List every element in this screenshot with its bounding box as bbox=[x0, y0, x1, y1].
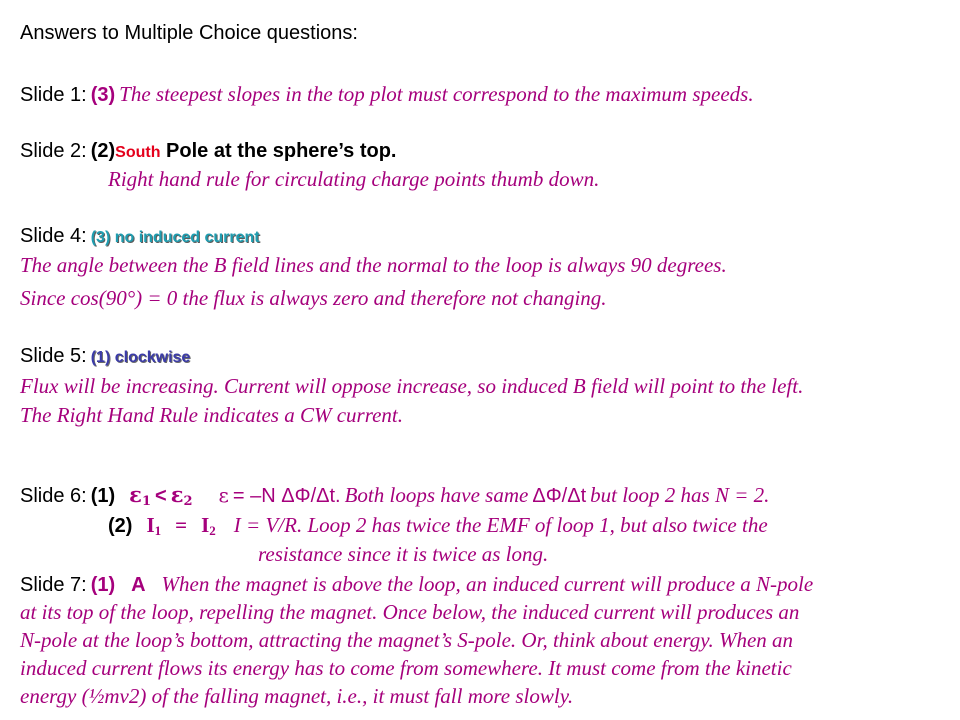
slide5-label: Slide 5: bbox=[20, 345, 87, 367]
slide5-explanation-1: Flux will be increasing. Current will oppose increase, so induced B field will point to the left. bbox=[20, 374, 804, 398]
slide2-label: Slide 2: bbox=[20, 140, 87, 162]
slide1-label: Slide 1: bbox=[20, 84, 87, 106]
slide4-label: Slide 4: bbox=[20, 225, 87, 247]
slide4-row bbox=[20, 225, 260, 248]
slide7-text-0: When the magnet is above the loop, an induced current will produce a N-pole bbox=[161, 572, 814, 596]
slide6-row-2 bbox=[108, 513, 768, 539]
slide2-answer-rest: Pole at the sphere’s top. bbox=[160, 140, 397, 162]
slide2-row bbox=[20, 140, 396, 163]
slide6-dphi: ΔΦ/Δt bbox=[532, 485, 587, 507]
slide2-explanation: Right hand rule for circulating charge points thumb down. bbox=[108, 167, 600, 191]
slide4-answer: (3) no induced current bbox=[90, 229, 260, 246]
slide6-I1: I bbox=[146, 513, 155, 537]
slide6-part2-label: (2) bbox=[108, 515, 133, 537]
slide6-eps2: ε bbox=[170, 482, 184, 507]
slide7-text-1: at its top of the loop, repelling the magnet. Once below, the induced current will produces an bbox=[20, 600, 800, 624]
slide6-part1-label: (1) bbox=[90, 485, 116, 507]
slide4-explanation-2: Since cos(90°) = 0 the flux is always zero and therefore not changing. bbox=[20, 286, 607, 310]
slide6-formula: = –N ΔΦ/Δt. bbox=[232, 485, 341, 507]
slide6-I2: I bbox=[201, 513, 210, 537]
slide5-answer: (1) clockwise bbox=[90, 349, 191, 366]
slide2-answer: (2) bbox=[90, 140, 116, 162]
slide6-text-b: but loop 2 has N = 2. bbox=[590, 483, 770, 507]
slide5-row bbox=[20, 345, 190, 368]
slide7-answer: (1) A bbox=[90, 574, 146, 596]
page-title: Answers to Multiple Choice questions: bbox=[20, 22, 358, 44]
slide6-eq: = bbox=[175, 513, 188, 537]
slide7-text-4: energy (½mv2) of the falling magnet, i.e., it must fall more slowly. bbox=[20, 684, 574, 708]
slide6-eps1-sub: 1 bbox=[141, 494, 151, 509]
slide7-label: Slide 7: bbox=[20, 574, 87, 596]
slide6-row-1 bbox=[20, 482, 769, 509]
slide6-eps2-sub: 2 bbox=[183, 494, 193, 509]
slide6-I2-sub: 2 bbox=[209, 523, 216, 538]
slide4-explanation-1: The angle between the B field lines and the normal to the loop is always 90 degrees. bbox=[20, 253, 727, 277]
slide6-text-c2: resistance since it is twice as long. bbox=[258, 542, 549, 566]
slide1-answer: (3) bbox=[90, 84, 116, 106]
slide6-lt: < bbox=[155, 485, 167, 507]
slide1-explanation: The steepest slopes in the top plot must correspond to the maximum speeds. bbox=[119, 82, 754, 106]
slide2-south: South bbox=[115, 144, 161, 161]
slide6-eps3: ε bbox=[218, 483, 229, 507]
slide6-text-c1: I = V/R. Loop 2 has twice the EMF of loop 1, but also twice the bbox=[233, 513, 768, 537]
slide6-text-a: Both loops have same bbox=[344, 483, 529, 507]
slide6-eps1: ε bbox=[129, 482, 142, 507]
slide6-I1-sub: 1 bbox=[154, 523, 162, 538]
slide1-row bbox=[20, 82, 754, 107]
slide7-text-2: N-pole at the loop’s bottom, attracting the magnet’s S-pole. Or, think about energy. When an bbox=[20, 628, 794, 652]
slide7-row bbox=[20, 572, 813, 597]
slide6-label: Slide 6: bbox=[20, 485, 87, 507]
slide5-explanation-2: The Right Hand Rule indicates a CW current. bbox=[20, 403, 404, 427]
slide7-text-3: induced current flows its energy has to come from somewhere. It must come from the kinetic bbox=[20, 656, 792, 680]
